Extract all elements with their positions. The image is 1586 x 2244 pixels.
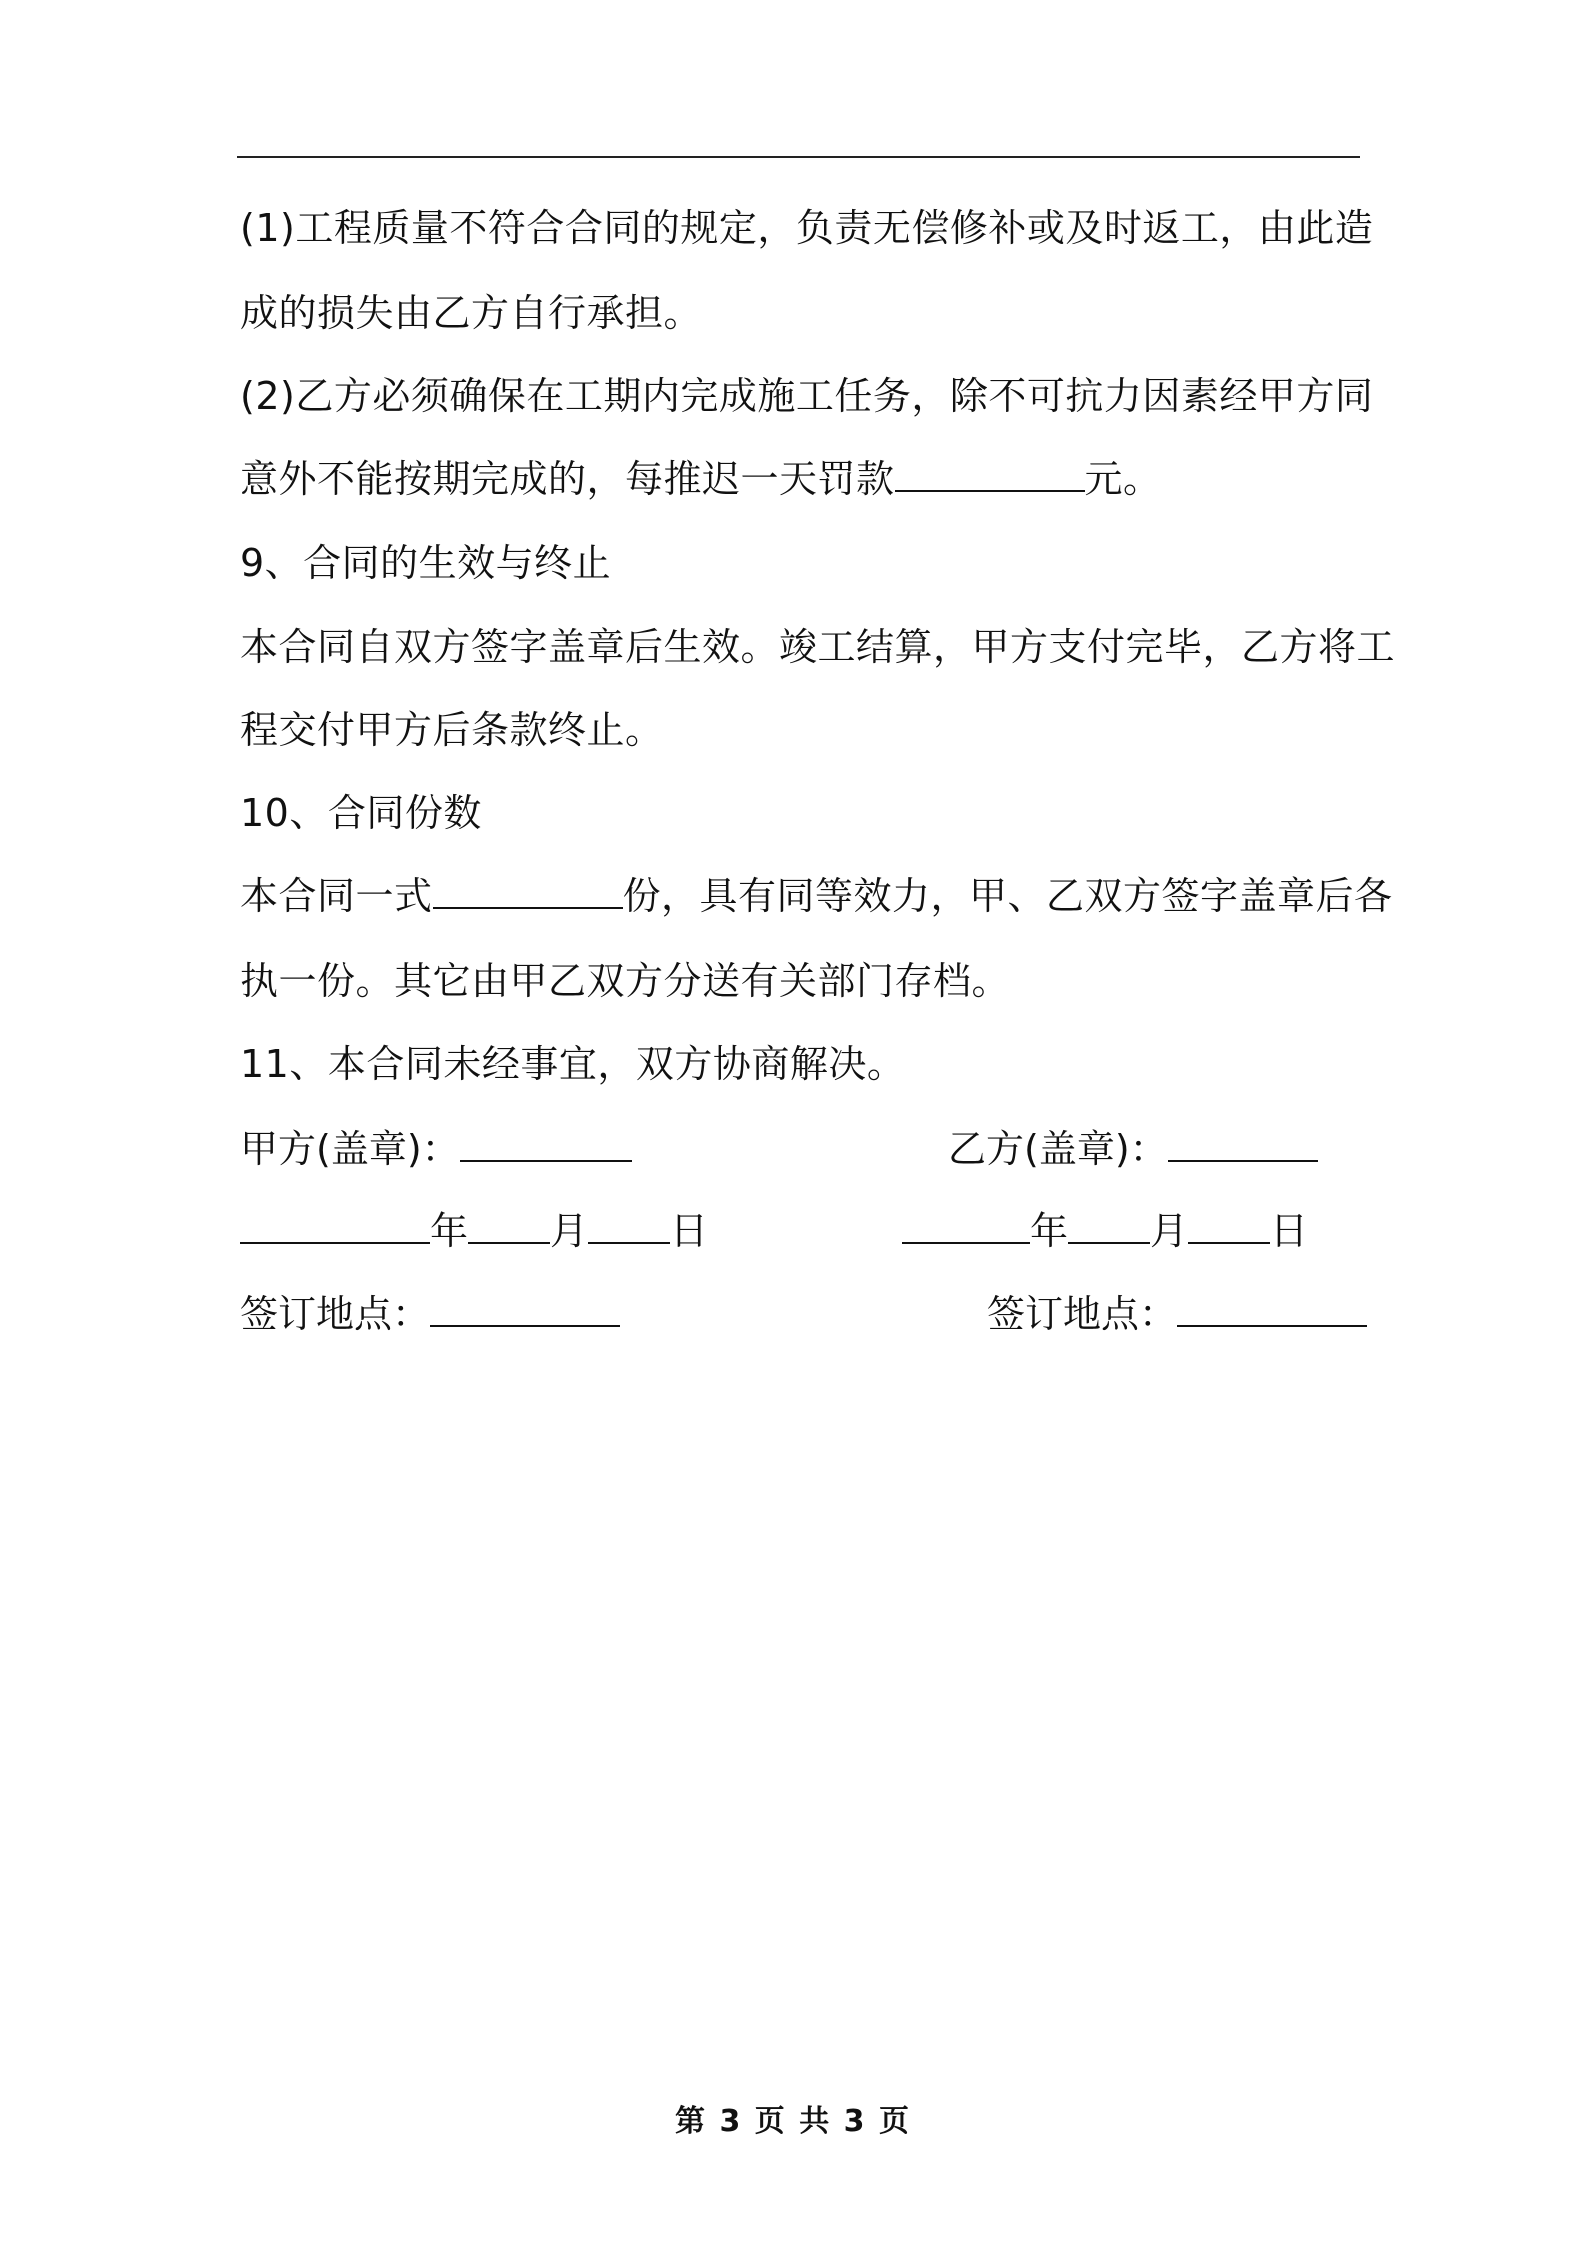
party-b-seal-blank[interactable] xyxy=(1168,1126,1318,1162)
clause-1-line-2: 成的损失由乙方自行承担。 xyxy=(240,291,703,335)
party-a-day-label: 日 xyxy=(670,1209,709,1253)
party-b-date xyxy=(902,1208,1308,1254)
clause-2-text: 意外不能按期完成的，每推迟一天罚款 xyxy=(240,457,895,501)
party-a-seal-blank[interactable] xyxy=(460,1126,632,1162)
party-a-place xyxy=(240,1291,620,1337)
clause-2-line-1: (2)乙方必须确保在工期内完成施工任务，除不可抗力因素经甲方同 xyxy=(240,374,1374,418)
section-11-line: 11、本合同未经事宜，双方协商解决。 xyxy=(240,1042,906,1086)
clause-1-line-1: (1)工程质量不符合合同的规定，负责无偿修补或及时返工，由此造 xyxy=(240,206,1374,250)
party-b-label: 乙方(盖章)： xyxy=(948,1127,1168,1171)
section-10-line-2: 执一份。其它由甲乙双方分送有关部门存档。 xyxy=(240,959,1011,1003)
section-9-heading: 9、合同的生效与终止 xyxy=(240,541,612,585)
party-b-year-label: 年 xyxy=(1030,1209,1069,1253)
party-b-place xyxy=(987,1291,1367,1337)
party-a-date xyxy=(240,1208,708,1254)
page-number: 第 3 页 共 3 页 xyxy=(675,2104,911,2139)
party-a-place-blank[interactable] xyxy=(430,1291,620,1327)
header-rule xyxy=(237,156,1360,158)
party-a-month-blank[interactable] xyxy=(468,1208,550,1244)
section-10-text-b: 份，具有同等效力，甲、乙双方签字盖章后各 xyxy=(622,874,1393,918)
party-b-day-label: 日 xyxy=(1270,1209,1309,1253)
party-a-place-label: 签订地点： xyxy=(240,1292,431,1336)
party-b-seal xyxy=(948,1126,1318,1172)
section-10-heading: 10、合同份数 xyxy=(240,791,482,835)
party-b-place-label: 签订地点： xyxy=(987,1292,1178,1336)
section-10-text-a: 本合同一式 xyxy=(240,874,433,918)
section-9-line-1: 本合同自双方签字盖章后生效。竣工结算，甲方支付完毕，乙方将工 xyxy=(240,625,1396,669)
party-a-year-label: 年 xyxy=(430,1209,469,1253)
copies-count-blank[interactable] xyxy=(433,873,623,909)
party-a-label: 甲方(盖章)： xyxy=(240,1127,460,1171)
party-a-day-blank[interactable] xyxy=(588,1208,670,1244)
party-a-seal xyxy=(240,1126,632,1172)
clause-2-line-2 xyxy=(240,456,1365,502)
party-b-day-blank[interactable] xyxy=(1188,1208,1270,1244)
section-9-line-2: 程交付甲方后条款终止。 xyxy=(240,708,664,752)
party-b-month-label: 月 xyxy=(1150,1209,1189,1253)
section-10-line-1 xyxy=(240,873,1393,919)
penalty-amount-blank[interactable] xyxy=(895,456,1085,492)
party-b-year-blank[interactable] xyxy=(902,1208,1030,1244)
party-a-year-blank[interactable] xyxy=(240,1208,430,1244)
clause-2-unit: 元。 xyxy=(1084,457,1162,501)
party-b-place-blank[interactable] xyxy=(1177,1291,1367,1327)
party-b-month-blank[interactable] xyxy=(1068,1208,1150,1244)
party-a-month-label: 月 xyxy=(550,1209,589,1253)
